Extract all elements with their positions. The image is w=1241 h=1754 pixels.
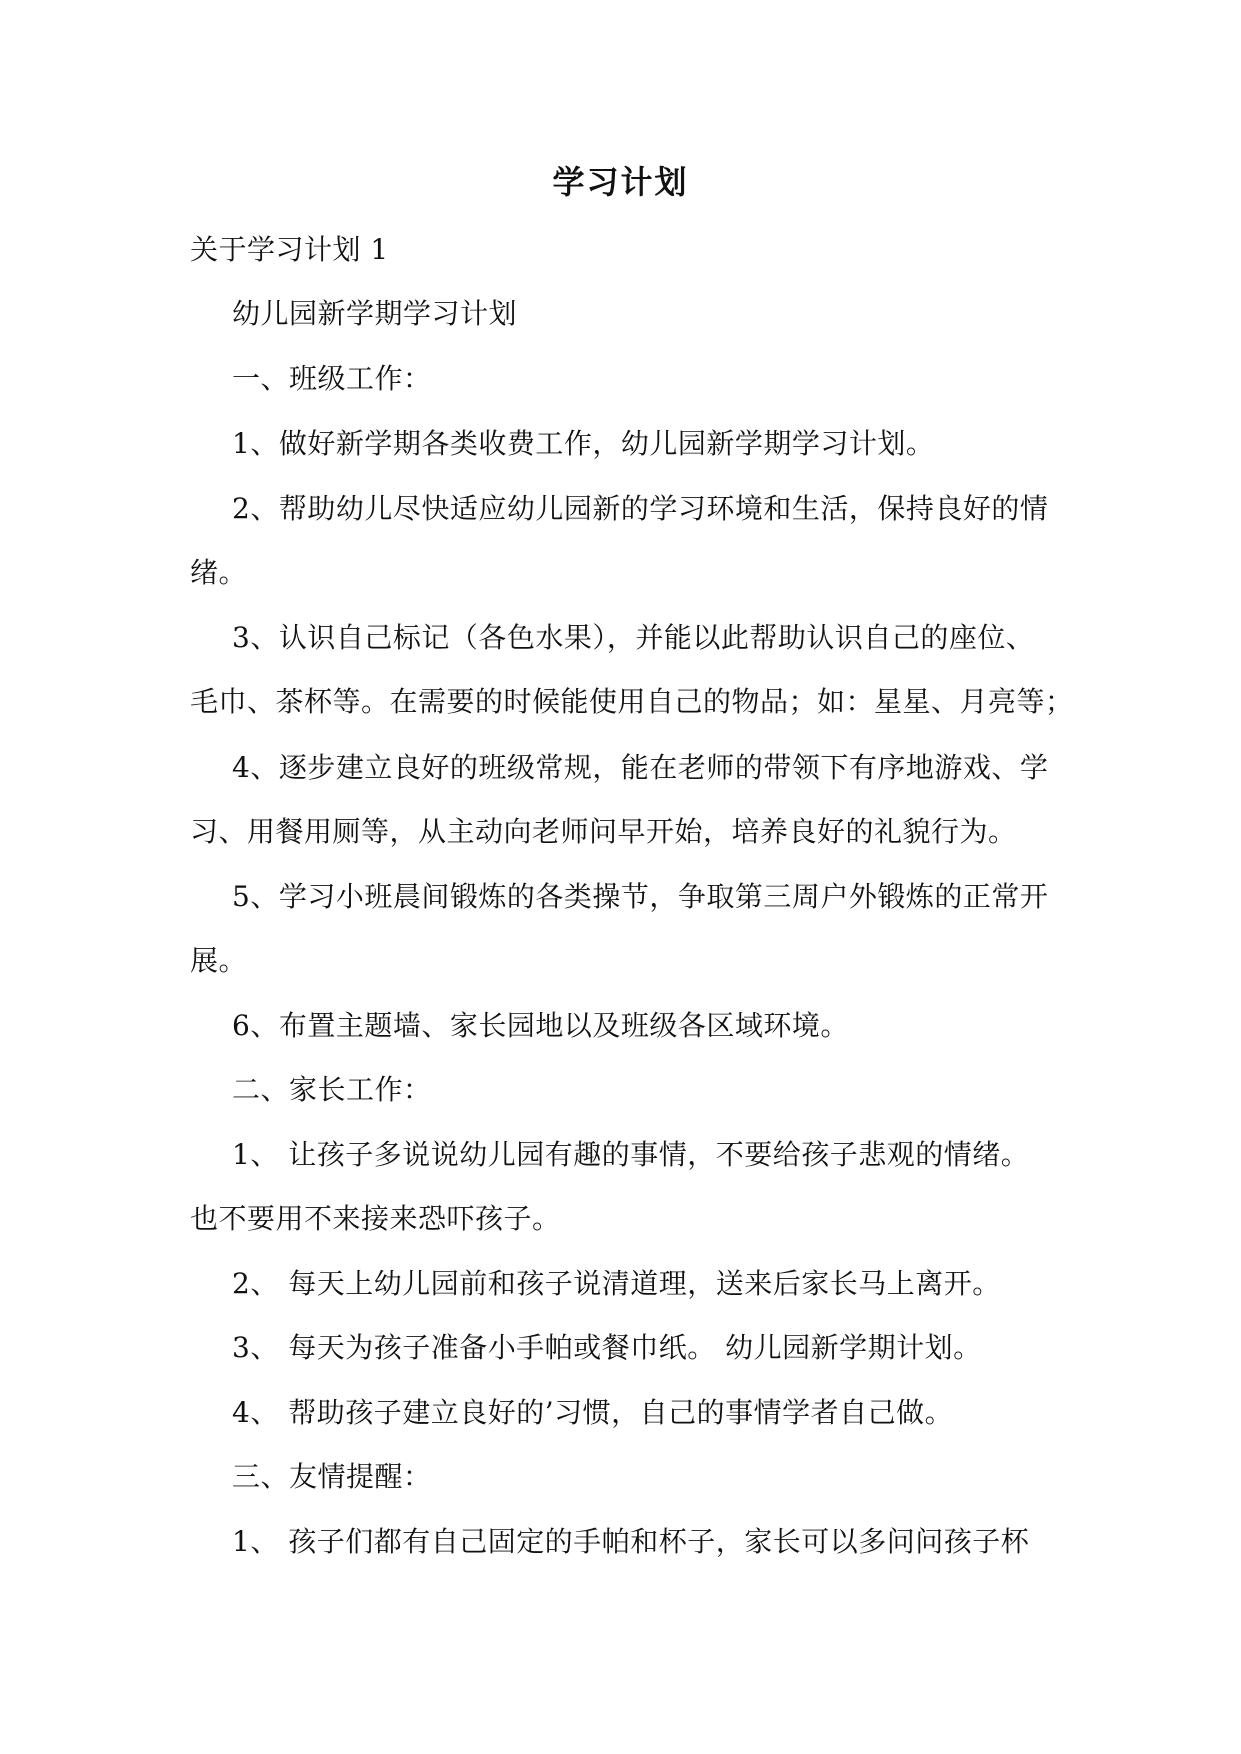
paragraph-line: 3、认识自己标记（各色水果），并能以此帮助认识自己的座位、 [232,621,1035,654]
paragraph-line: 展。 [190,944,248,977]
section-heading: 三、友情提醒： [232,1460,432,1493]
section-heading: 关于学习计划 1 [190,233,389,266]
paragraph-line: 3、 每天为孩子准备小手帕或餐巾纸。 幼儿园新学期计划。 [232,1331,982,1364]
paragraph-line: 毛巾、茶杯等。在需要的时候能使用自己的物品；如：星星、月亮等； [190,685,1074,718]
paragraph-line: 绪。 [190,556,248,589]
paragraph-line: 6、布置主题墙、家长园地以及班级各区域环境。 [232,1009,849,1042]
document-title: 学习计划 [552,163,689,201]
paragraph-line: 也不要用不来接来恐吓孩子。 [190,1202,561,1235]
paragraph-line: 1、 让孩子多说说幼儿园有趣的事情，不要给孩子悲观的情绪。 [232,1138,1030,1171]
paragraph-line: 5、学习小班晨间锻炼的各类操节，争取第三周户外锻炼的正常开 [232,880,1049,913]
subtitle: 幼儿园新学期学习计划 [232,297,518,330]
paragraph-line: 4、 帮助孩子建立良好的’习惯，自己的事情学者自己做。 [232,1396,954,1429]
paragraph-line: 习、用餐用厕等，从主动向老师问早开始，培养良好的礼貌行为。 [190,815,1017,848]
section-heading: 一、班级工作： [232,362,432,395]
section-heading: 二、家长工作： [232,1073,432,1106]
paragraph-line: 2、帮助幼儿尽快适应幼儿园新的学习环境和生活，保持良好的情 [232,492,1049,525]
paragraph-line: 2、 每天上幼儿园前和孩子说清道理，送来后家长马上离开。 [232,1267,1001,1300]
paragraph-line: 1、 孩子们都有自己固定的手帕和杯子，家长可以多问问孩子杯 [232,1525,1030,1558]
paragraph-line: 1、做好新学期各类收费工作，幼儿园新学期学习计划。 [232,427,935,460]
paragraph-line: 4、逐步建立良好的班级常规，能在老师的带领下有序地游戏、学 [232,751,1049,784]
